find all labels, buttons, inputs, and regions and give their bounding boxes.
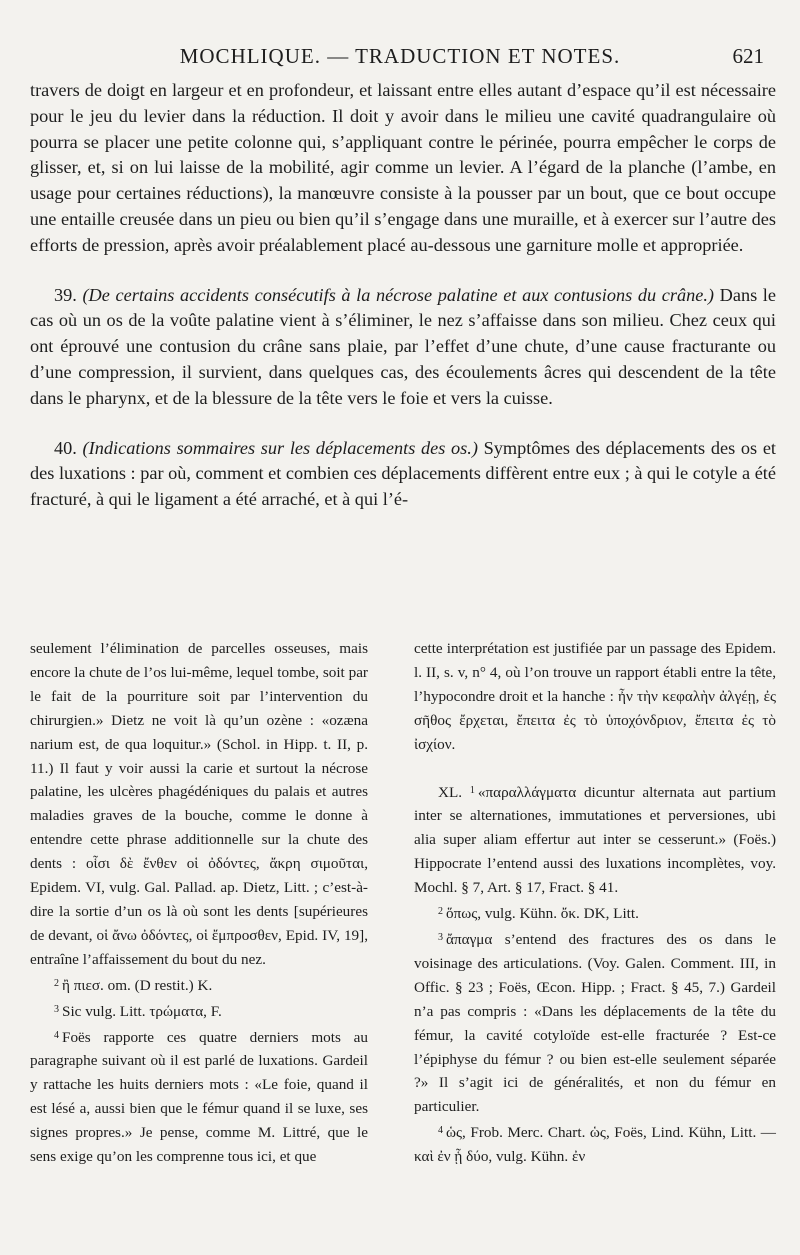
footnote-4-text: Foës rapporte ces quatre derniers mots au paragraphe suivant où il est parlé de luxations. Gardeil y rattache les huits derniers mots : «Le foie, quand il est lésé a, aussi bien que le fémur quand il se luxe, ses signes propres.» Je pense, comme M. Littré, que le sens exige qu’on les comprenne tous ici, et que <box>30 1028 368 1166</box>
footnote-xl-4-text: ὡς, Frob. Merc. Chart. ὡς, Foës, Lind. Kühn, Litt. — καὶ ἐν ᾗ δύο, vulg. Kühn. ἐν <box>414 1124 776 1166</box>
section-xl-label: XL. <box>438 783 463 801</box>
footnote-3-marker: 3 <box>54 1003 59 1015</box>
footnote-4 <box>30 1024 368 1169</box>
footnote-xl-4 <box>414 1119 776 1169</box>
section-39-title: (De certains accidents consécutifs à la nécrose palatine et aux contusions du crâne.) <box>82 284 715 305</box>
page-number: 621 <box>732 44 764 68</box>
section-40-number: 40. <box>54 437 77 458</box>
paragraph-continuation: travers de doigt en largeur et en profondeur, et laissant entre elles autant d’espace qu’il est nécessaire pour le jeu du levier dans la réduction. Il doit y avoir dans le milieu une cavité quadrangulaire où pourra se placer une petite colonne qui, s’appliquant contre le périnée, pourra empêcher le corps de glisser, et, si on lui laisse de la mobilité, agir comme un levier. A l’égard de la planche (l’ambe, en usage pour certaines réductions), la manœuvre consiste à la pousser par un bout, que ce bout occupe une entaille creusée dans un pieu ou bien qu’il s’engage dans une muraille, et à exercer sur l’autre des efforts de pression, après avoir préalablement placé au-dessous une garniture molle et appropriée. <box>30 80 776 255</box>
footnote-3 <box>30 998 368 1024</box>
footnote-2-marker: 2 <box>54 977 59 989</box>
footnote-xl-1-text: «παραλλάγματα dicuntur alternata aut partium inter se alternationes, immutationes et perversiones, ubi alia super aliam effertur aut inter se cesserunt.» (Foës.) Hippocrate l’entend aussi des luxations incomplètes, voy. Mochl. § 7, Art. § 17, Fract. § 41. <box>414 783 776 897</box>
footnote-xl-2-marker: 2 <box>438 906 443 918</box>
footnote-4-marker: 4 <box>54 1029 59 1041</box>
footnote-2-text: ἢ πιεσ. om. (D restit.) K. <box>62 976 213 994</box>
main-text <box>30 78 776 513</box>
footnote-xl-2-text: ὅπως, vulg. Kühn. ὄκ. DK, Litt. <box>446 905 639 923</box>
footnote-xl-3-marker: 3 <box>438 931 443 943</box>
footnotes-right-column <box>414 637 776 1169</box>
footnote-3-text: Sic vulg. Litt. τρώματα, F. <box>62 1002 222 1020</box>
section-39-body: Dans le cas où un os de la voûte palatine vient à s’éliminer, le nez s’affaisse dans son milieu. Chez ceux qui ont éprouvé une contusion du crâne sans plaie, par l’effet d’une chute, d’une cause fracturante ou d’une compression, il survient, dans quelques cas, des écoulements âcres qui descendent de la tête dans le pharynx, et de la blessure de la tête vers le foie et vers la cuisse. <box>30 284 777 408</box>
footnote-xl-4-marker: 4 <box>438 1125 443 1137</box>
footnote-continuation: seulement l’élimination de parcelles osseuses, mais encore la chute de l’os lui-même, lequel tombe, soit par le fait de la pourriture soit par l’intervention du chirurgien.» Dietz ne voit là qu’un ozène : «ozæna narium est, de qua loquitur.» (Schol. in Hipp. t. II, p. 11.) Il faut y voir aussi la carie et surtout la nécrose palatine, les ulcères phagédéniques du palais et autres maladies graves de la bouche, comme le donne à entendre cette phrase additionnelle sur la chute des dents : οἷσι δὲ ἔνθεν οἱ ὀδόντες, ἄκρη σιμοῦται, Epidem. VI, vulg. Gal. Pallad. ap. Dietz, Litt. ; c’est-à-dire la sortie d’un os là où sont les dents [supérieures de devant, οἱ ἄνω ὀδόντες, οἱ ἔμπροσθεν, Epid. IV, 19], entraîne l’affaissement du bout du nez. <box>30 640 368 968</box>
footnote-2 <box>30 972 368 998</box>
footnote-xl-1-marker: 1 <box>469 784 475 796</box>
footnote-xl-3-text: ἄπαγμα s’entend des fractures des os dans le voisinage des articulations. (Voy. Galen. Comment. III, in Offic. § 23 ; Foës, Œcon. Hipp. ; Fract. § 45, 7.) Gardeil n’a pas compris : «Dans les déplacements de la tête du fémur, la cavité cotyloïde est-elle fracturée ? Est-ce l’épiphyse du fémur ? ou bien est-elle seulement séparée ?» Il s’agit ici de généralités, et non du fémur en particulier. <box>414 930 776 1116</box>
footnote-xl-3 <box>414 926 776 1119</box>
footnotes-left-column <box>30 637 368 1169</box>
running-header <box>30 44 770 74</box>
section-39 <box>30 283 776 412</box>
running-title: MOCHLIQUE. — TRADUCTION ET NOTES. <box>179 44 621 68</box>
section-40 <box>30 436 776 513</box>
footnote-xl-1 <box>414 779 776 901</box>
footnotes <box>30 637 776 1217</box>
section-39-number: 39. <box>54 284 77 305</box>
footnote-continuation-right: cette interprétation est justifiée par un passage des Epidem. l. II, s. v, n° 4, où l’on trouve un rapport établi entre la tête, l’hypocondre droit et la hanche : ἦν τὴν κεφαλὴν ἀλγέῃ, ἐς σῆθος ἔρχεται, ἔπειτα ἐς τὸ ὑποχόνδριον, ἔπειτα ἐς τὸ ἰσχίον. <box>414 640 776 753</box>
footnote-xl-2 <box>414 900 776 926</box>
section-40-body: Symptômes des déplacements des os et des luxations : par où, comment et combien ces déplacements diffèrent entre eux ; à qui le cotyle a été fracturé, à qui le ligament a été arraché, et à qui l’é- <box>30 437 777 510</box>
section-40-title: (Indications sommaires sur les déplacements des os.) <box>82 437 478 458</box>
